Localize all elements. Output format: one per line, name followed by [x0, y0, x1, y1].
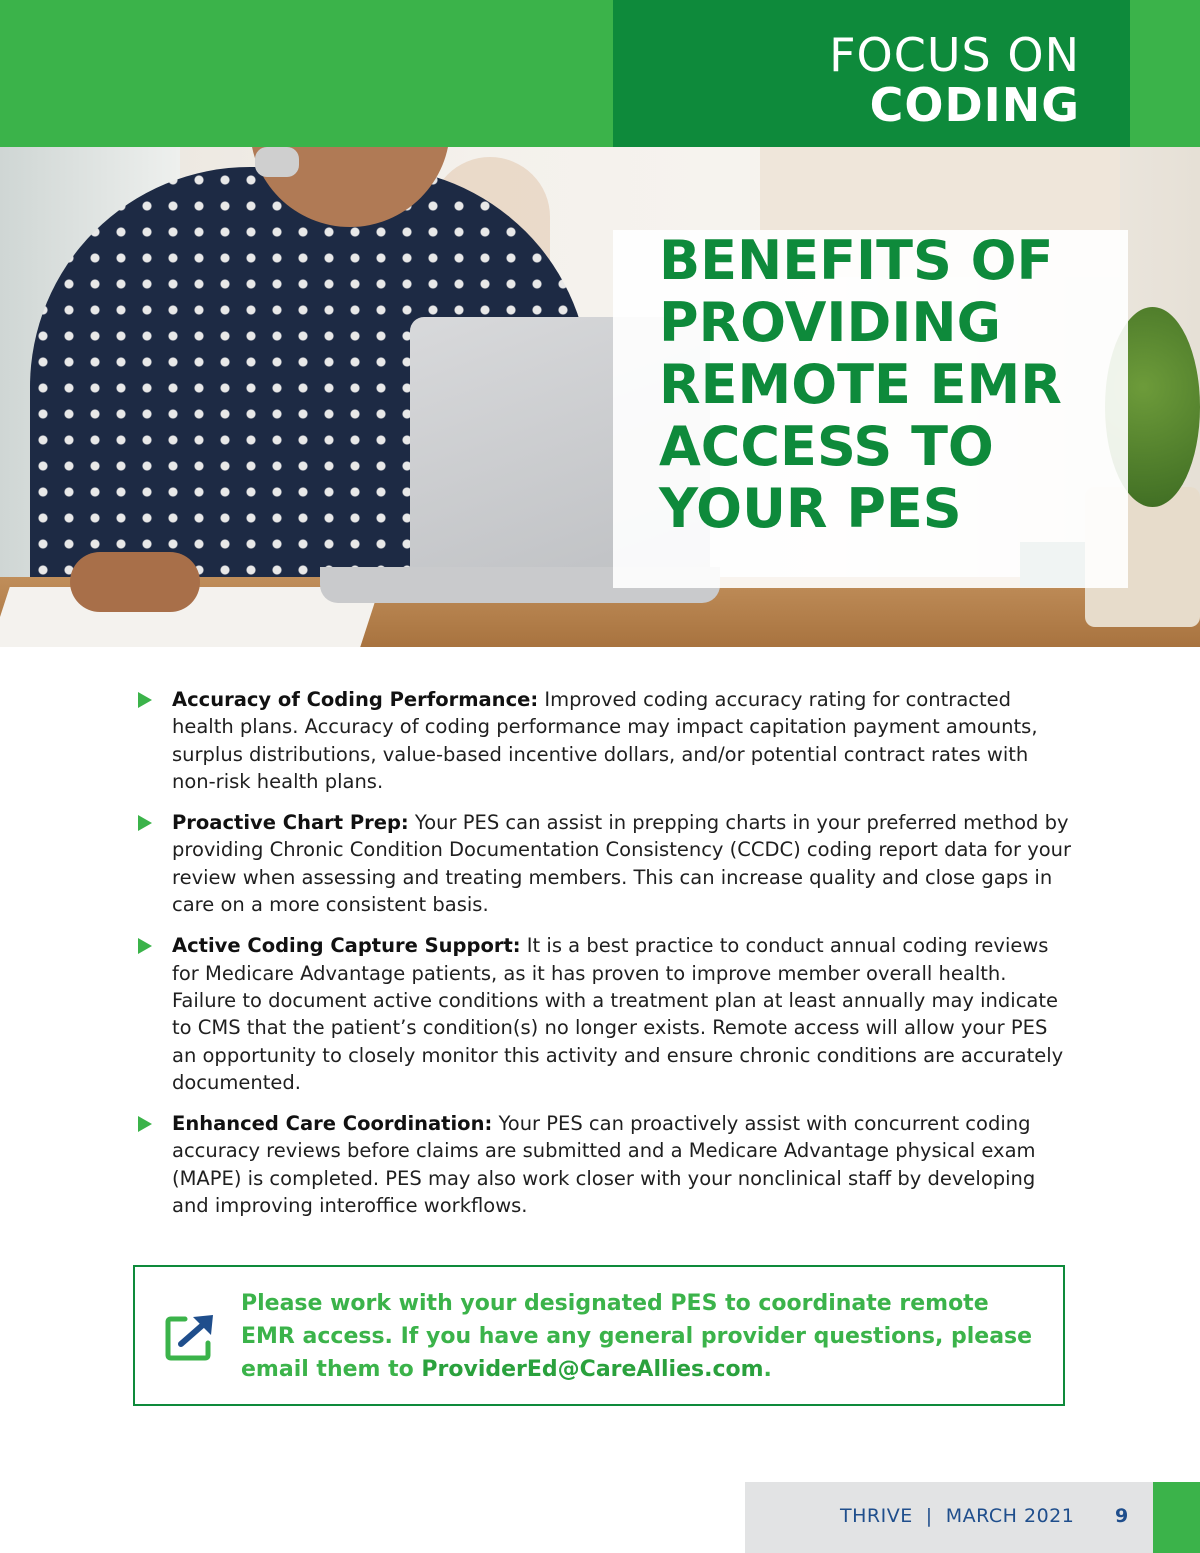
contact-callout	[133, 1265, 1065, 1406]
bullet-heading: Accuracy of Coding Performance:	[172, 688, 539, 711]
title-line: YOUR PES	[659, 477, 962, 540]
callout-body: Please work with your designated PES to coordinate remote EMR access. If you have any general provider questions, please email them to	[241, 1291, 1033, 1382]
header-band-left	[0, 0, 613, 147]
title-line: PROVIDING	[659, 291, 1001, 354]
bullet-heading: Enhanced Care Coordination:	[172, 1112, 493, 1136]
hero-photo	[0, 147, 1200, 647]
page-number: 9	[1115, 1505, 1129, 1527]
title-panel	[613, 230, 1128, 588]
triangle-bullet-icon	[138, 815, 152, 831]
photo-hand-on-desk	[70, 552, 200, 612]
benefits-list	[136, 686, 1076, 1233]
bullet-text: Improved coding accuracy rating for contracted health plans. Accuracy of coding performance may impact capitation payment amounts, surplus distributions, value-based incentive dollars, and/or potential contract rates with non-risk health plans.	[172, 688, 1038, 793]
section-name: CODING	[869, 78, 1080, 132]
title-line: ACCESS TO	[659, 415, 994, 478]
footer-publication: THRIVE | MARCH 2021	[840, 1505, 1075, 1527]
section-header	[613, 0, 1130, 147]
callout-period: .	[763, 1357, 772, 1382]
bullet-text: Your PES can proactively assist with concurrent coding accuracy reviews before claims are submitted and a Medicare Advantage physical exam (MAPE) is completed. PES may also work closer with your nonclinical staff by developing and improving interoffice workflows.	[172, 1112, 1036, 1218]
bullet-text: Your PES can assist in prepping charts in your preferred method by providing Chronic Condition Documentation Consistency (CCDC) coding report data for your review when assessing and treating members. This can increase quality and close gaps in care on a more consistent basis.	[172, 811, 1072, 917]
title-line: BENEFITS OF	[659, 229, 1054, 292]
contact-email-link[interactable]: ProviderEd@CareAllies.com	[421, 1357, 764, 1382]
bullet-heading: Active Coding Capture Support:	[172, 934, 521, 958]
external-link-icon	[165, 1313, 215, 1361]
header-band-right	[1130, 0, 1200, 147]
triangle-bullet-icon	[138, 938, 152, 954]
article-title	[659, 230, 1128, 540]
section-kicker: FOCUS ON	[829, 28, 1080, 82]
footer-accent	[1153, 1482, 1200, 1553]
title-line: REMOTE EMR	[659, 353, 1062, 416]
triangle-bullet-icon	[138, 692, 152, 708]
bullet-text: It is a best practice to conduct annual coding reviews for Medicare Advantage patients, as it has proven to improve member overall health. Failure to document active conditions with a treatment plan at least annually may indicate to CMS that the patient’s condition(s) no longer exists. Remote access will allow your PES an opportunity to closely monitor this activity and ensure chronic conditions are accurately documented.	[172, 934, 1064, 1094]
triangle-bullet-icon	[138, 1116, 152, 1132]
list-item	[136, 686, 1076, 795]
list-item	[136, 809, 1076, 918]
list-item	[136, 932, 1076, 1096]
photo-headset	[255, 147, 299, 177]
list-item	[136, 1110, 1076, 1219]
bullet-heading: Proactive Chart Prep:	[172, 811, 409, 835]
callout-message	[241, 1287, 1041, 1386]
